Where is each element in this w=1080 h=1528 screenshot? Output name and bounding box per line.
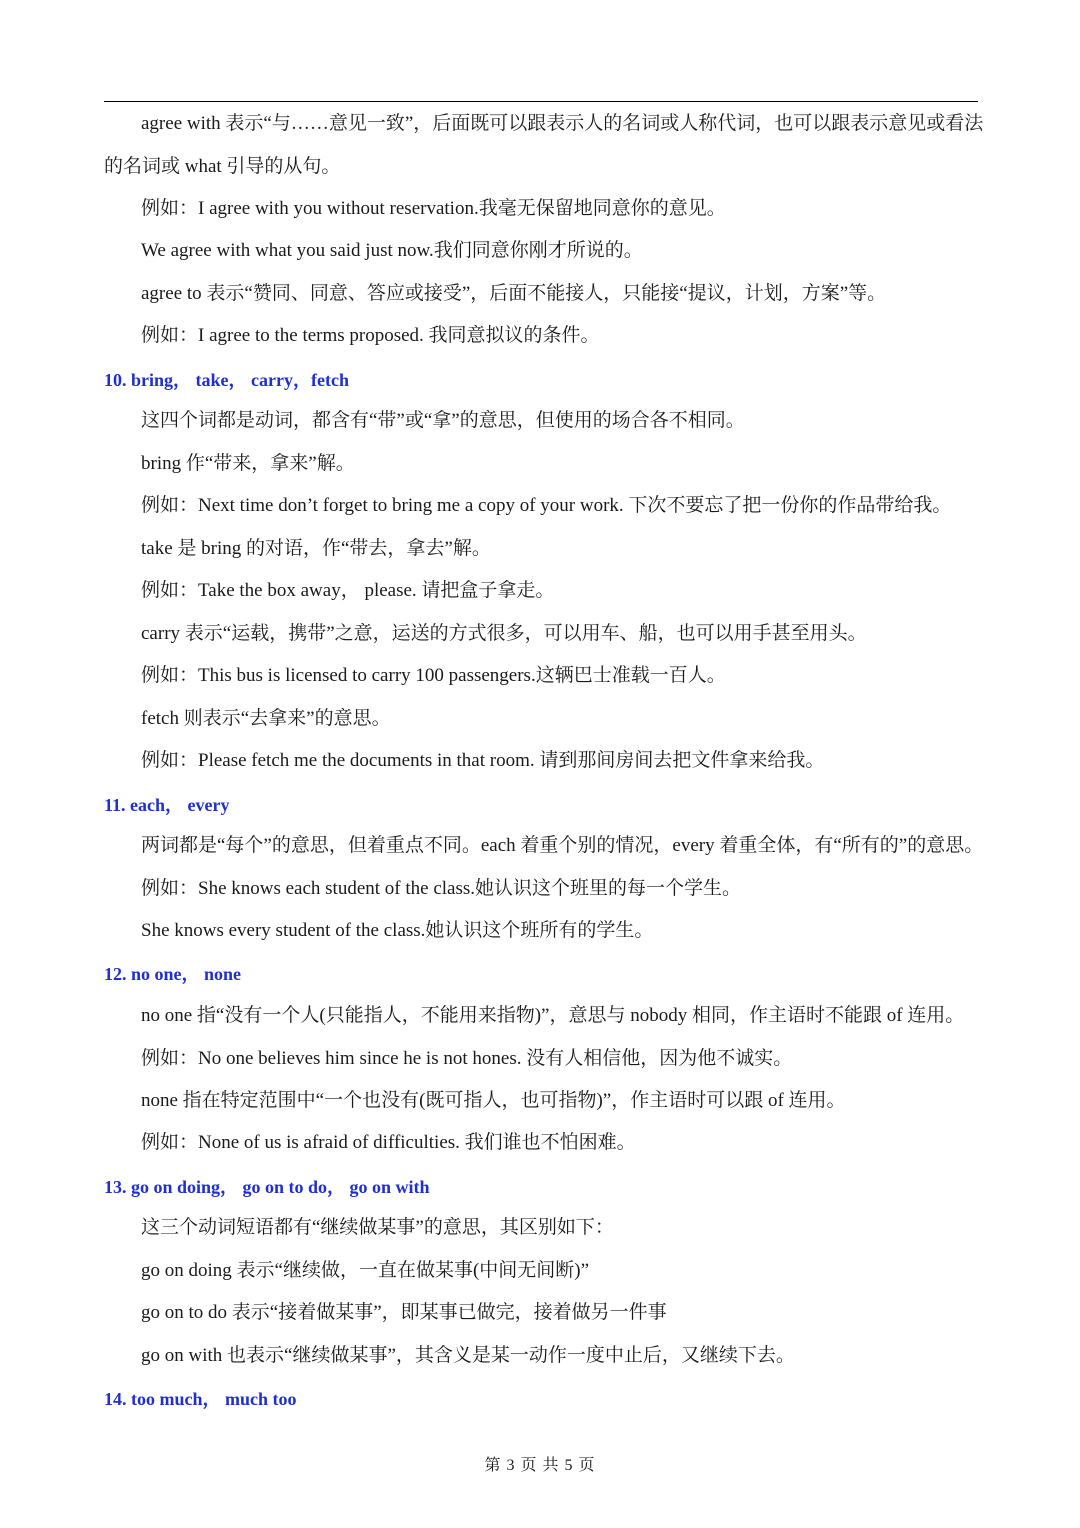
paragraph-line: carry 表示“运载，携带”之意，运送的方式很多，可以用车、船，也可以用手甚至用头。 xyxy=(141,623,867,644)
example-line: 例如：Please fetch me the documents in that room. 请到那间房间去把文件拿来给我。 xyxy=(141,750,825,771)
header-rule xyxy=(104,101,978,102)
paragraph-line: take 是 bring 的对语，作“带去，拿去”解。 xyxy=(141,538,491,559)
example-line: 例如：This bus is licensed to carry 100 passengers.这辆巴士准载一百人。 xyxy=(141,665,726,686)
paragraph-line: fetch 则表示“去拿来”的意思。 xyxy=(141,708,391,729)
paragraph-line: 的名词或 what 引导的从句。 xyxy=(104,156,341,177)
example-line: 例如：No one believes him since he is not hones. 没有人相信他，因为他不诚实。 xyxy=(141,1048,793,1069)
example-line: 例如：Take the box away， please. 请把盒子拿走。 xyxy=(141,580,555,601)
example-line: 例如：I agree to the terms proposed. 我同意拟议的条件。 xyxy=(141,325,600,346)
section-heading-14: 14. too much， much too xyxy=(104,1389,297,1409)
paragraph-line: agree with 表示“与……意见一致”，后面既可以跟表示人的名词或人称代词，也可以跟表示意见或看法 xyxy=(141,113,984,134)
page-footer: 第 3 页 共 5 页 xyxy=(484,1457,596,1474)
paragraph-line: go on doing 表示“继续做，一直在做某事(中间无间断)” xyxy=(141,1260,590,1281)
paragraph-line: agree to 表示“赞同、同意、答应或接受”，后面不能接人，只能接“提议，计划，方案”等。 xyxy=(141,283,887,304)
example-line: 例如：She knows each student of the class.她认识这个班里的每一个学生。 xyxy=(141,878,742,899)
paragraph-line: no one 指“没有一个人(只能指人，不能用来指物)”，意思与 nobody 相同，作主语时不能跟 of 连用。 xyxy=(141,1005,965,1026)
example-line: 例如：Next time don’t forget to bring me a copy of your work. 下次不要忘了把一份你的作品带给我。 xyxy=(141,495,952,516)
paragraph-line: 两词都是“每个”的意思，但着重点不同。each 着重个别的情况，every 着重全体，有“所有的”的意思。 xyxy=(141,835,984,856)
section-heading-12: 12. no one， none xyxy=(104,964,242,984)
example-line: 例如：I agree with you without reservation.我毫无保留地同意你的意见。 xyxy=(141,198,726,219)
section-heading-11: 11. each， every xyxy=(104,795,230,815)
paragraph-line: 这三个动词短语都有“继续做某事”的意思，其区别如下： xyxy=(141,1217,614,1238)
section-heading-13: 13. go on doing， go on to do， go on with xyxy=(104,1177,430,1197)
paragraph-line: go on to do 表示“接着做某事”，即某事已做完，接着做另一件事 xyxy=(141,1302,667,1323)
paragraph-line: 这四个词都是动词，都含有“带”或“拿”的意思，但使用的场合各不相同。 xyxy=(141,410,745,431)
example-line: 例如：None of us is afraid of difficulties. 我们谁也不怕困难。 xyxy=(141,1132,636,1153)
paragraph-line: go on with 也表示“继续做某事”，其含义是某一动作一度中止后，又继续下去。 xyxy=(141,1345,795,1366)
example-line: We agree with what you said just now.我们同意你刚才所说的。 xyxy=(141,240,643,261)
paragraph-line: bring 作“带来，拿来”解。 xyxy=(141,453,355,474)
paragraph-line: none 指在特定范围中“一个也没有(既可指人，也可指物)”，作主语时可以跟 of 连用。 xyxy=(141,1090,846,1111)
example-line: She knows every student of the class.她认识这个班所有的学生。 xyxy=(141,920,654,941)
section-heading-10: 10. bring， take， carry，fetch xyxy=(104,370,349,390)
